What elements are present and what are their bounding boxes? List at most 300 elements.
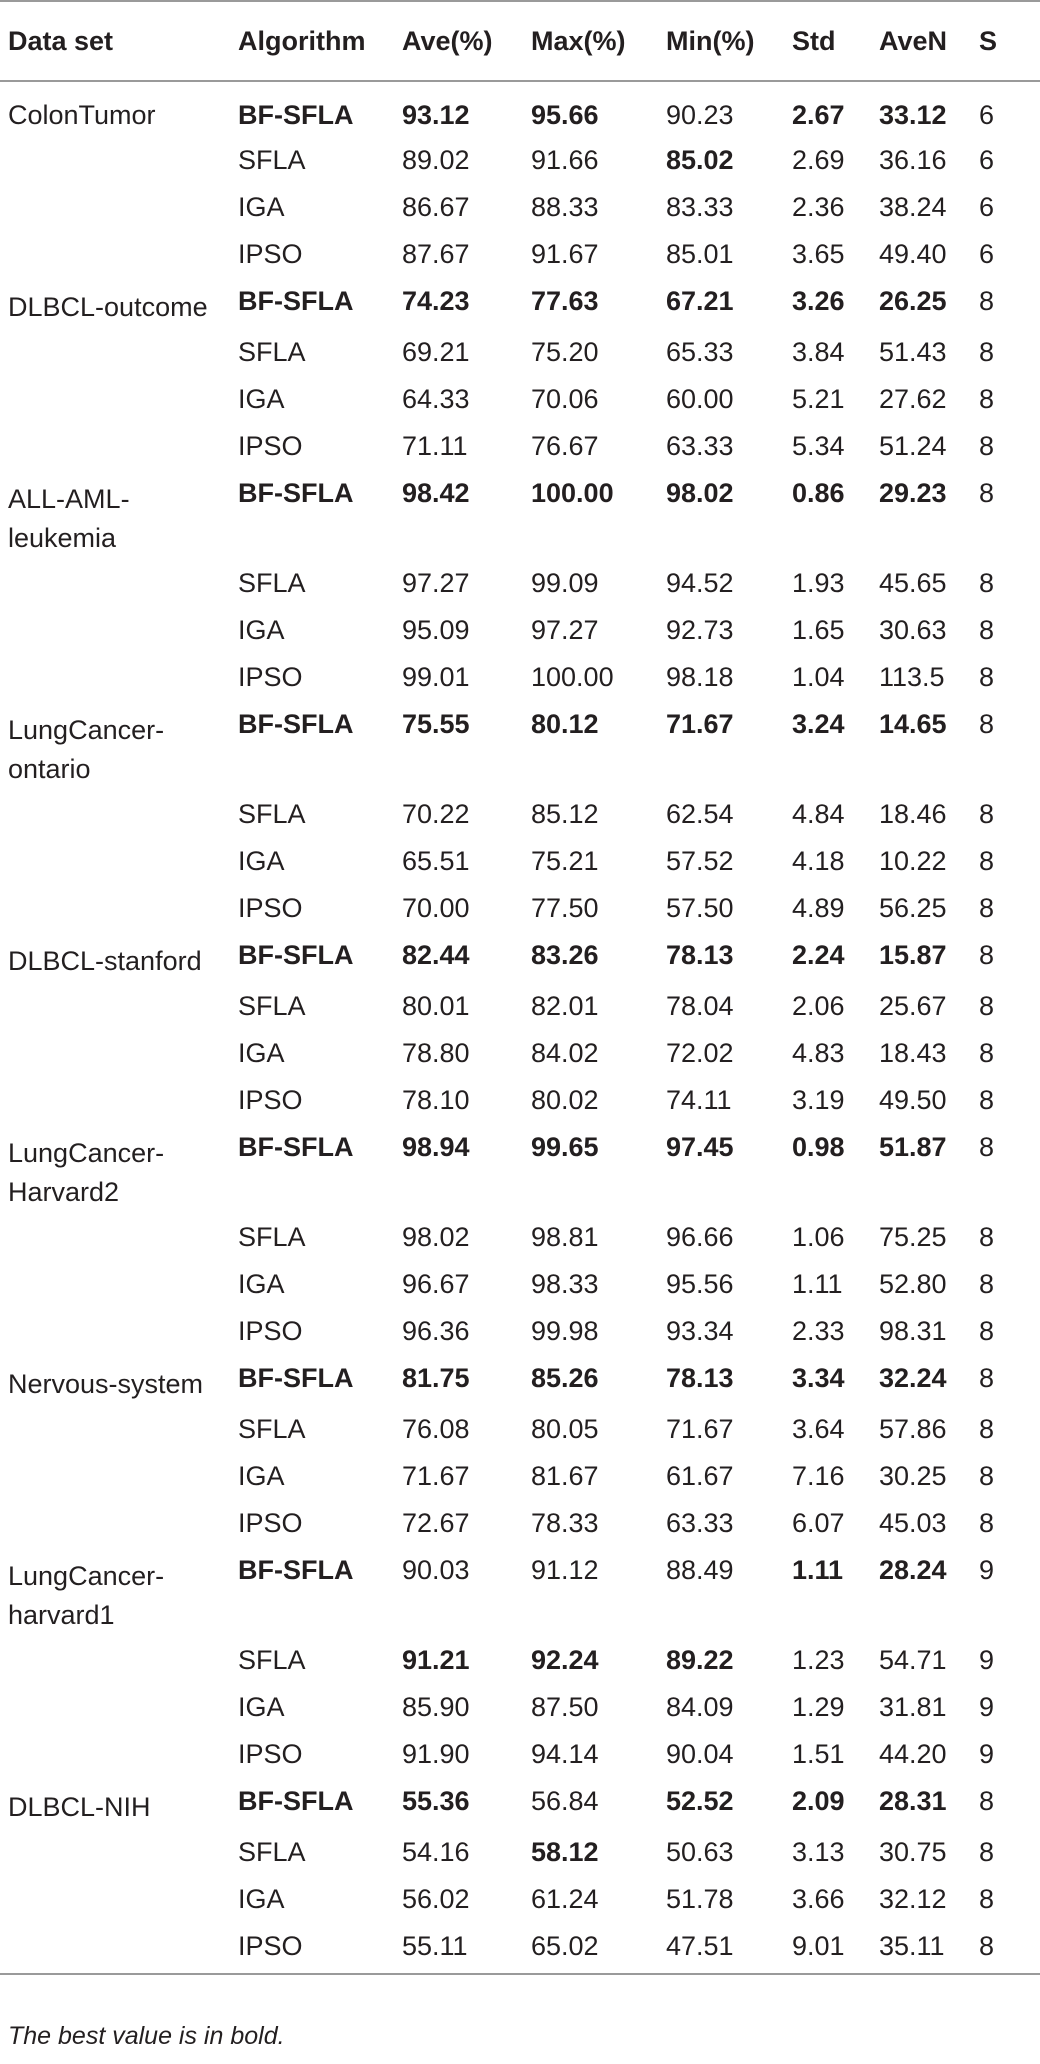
dataset-cell-empty <box>0 1457 230 1504</box>
aven-cell: 54.71 <box>879 1645 947 1675</box>
std-cell: 3.64 <box>792 1414 845 1444</box>
s-cell: 8 <box>979 431 995 461</box>
dataset-cell-empty <box>0 1641 230 1688</box>
std-cell: 1.11 <box>792 1269 843 1299</box>
table-row <box>0 81 1040 141</box>
min-cell: 57.52 <box>666 846 734 876</box>
dataset-cell: ColonTumor <box>8 100 156 130</box>
aven-cell: 27.62 <box>879 384 947 414</box>
min-cell: 52.52 <box>666 1786 734 1816</box>
dataset-cell: ALL-AML-leukemia <box>8 484 130 553</box>
algorithm-cell: SFLA <box>238 1222 306 1252</box>
header-min: Min(%) <box>666 25 755 56</box>
s-cell: 8 <box>979 1363 995 1393</box>
algorithm-cell: SFLA <box>238 991 306 1021</box>
table-body <box>0 81 1040 1974</box>
algorithm-cell: IGA <box>238 192 285 222</box>
min-cell: 71.67 <box>666 1414 734 1444</box>
dataset-cell-empty <box>0 564 230 611</box>
ave-cell: 65.51 <box>402 846 470 876</box>
ave-cell: 74.23 <box>402 286 470 316</box>
algorithm-cell: SFLA <box>238 1837 306 1867</box>
dataset-cell-empty <box>0 1504 230 1551</box>
s-cell: 9 <box>979 1739 995 1769</box>
table-row <box>0 1551 1040 1641</box>
aven-cell: 25.67 <box>879 991 947 1021</box>
aven-cell: 45.03 <box>879 1508 947 1538</box>
ave-cell: 87.67 <box>402 239 470 269</box>
aven-cell: 28.31 <box>879 1786 947 1816</box>
min-cell: 90.23 <box>666 100 734 130</box>
s-cell: 8 <box>979 1222 995 1252</box>
min-cell: 78.13 <box>666 1363 734 1393</box>
aven-cell: 15.87 <box>879 940 947 970</box>
table-row <box>0 235 1040 282</box>
max-cell: 80.12 <box>531 709 599 739</box>
algorithm-cell: IPSO <box>238 1316 303 1346</box>
std-cell: 1.04 <box>792 662 845 692</box>
table-row <box>0 1457 1040 1504</box>
aven-cell: 45.65 <box>879 568 947 598</box>
dataset-cell-empty <box>0 1312 230 1359</box>
algorithm-cell: BF-SFLA <box>238 940 354 970</box>
header-std: Std <box>792 25 836 56</box>
min-cell: 90.04 <box>666 1739 734 1769</box>
ave-cell: 95.09 <box>402 615 470 645</box>
std-cell: 4.89 <box>792 893 845 923</box>
max-cell: 80.05 <box>531 1414 599 1444</box>
dataset-cell-empty <box>0 1081 230 1128</box>
min-cell: 78.04 <box>666 991 734 1021</box>
aven-cell: 32.24 <box>879 1363 947 1393</box>
min-cell: 98.18 <box>666 662 734 692</box>
std-cell: 3.19 <box>792 1085 845 1115</box>
min-cell: 57.50 <box>666 893 734 923</box>
min-cell: 51.78 <box>666 1884 734 1914</box>
table-row <box>0 842 1040 889</box>
std-cell: 2.24 <box>792 940 845 970</box>
ave-cell: 54.16 <box>402 1837 470 1867</box>
s-cell: 6 <box>979 145 995 175</box>
ave-cell: 91.21 <box>402 1645 470 1675</box>
algorithm-cell: IGA <box>238 1692 285 1722</box>
aven-cell: 30.25 <box>879 1461 947 1491</box>
aven-cell: 51.87 <box>879 1132 947 1162</box>
aven-cell: 36.16 <box>879 145 947 175</box>
min-cell: 84.09 <box>666 1692 734 1722</box>
aven-cell: 10.22 <box>879 846 947 876</box>
ave-cell: 96.36 <box>402 1316 470 1346</box>
table-row <box>0 1927 1040 1974</box>
dataset-cell-empty <box>0 1034 230 1081</box>
s-cell: 8 <box>979 1269 995 1299</box>
std-cell: 1.65 <box>792 615 845 645</box>
ave-cell: 91.90 <box>402 1739 470 1769</box>
algorithm-cell: BF-SFLA <box>238 1132 354 1162</box>
s-cell: 8 <box>979 568 995 598</box>
dataset-cell-empty <box>0 1927 230 1974</box>
std-cell: 1.51 <box>792 1739 845 1769</box>
algorithm-cell: SFLA <box>238 1414 306 1444</box>
table-row <box>0 1735 1040 1782</box>
ave-cell: 78.80 <box>402 1038 470 1068</box>
table-row <box>0 1034 1040 1081</box>
max-cell: 99.65 <box>531 1132 599 1162</box>
max-cell: 83.26 <box>531 940 599 970</box>
min-cell: 85.02 <box>666 145 734 175</box>
dataset-cell: Nervous-system <box>8 1369 204 1399</box>
ave-cell: 90.03 <box>402 1555 470 1585</box>
table-row <box>0 705 1040 795</box>
dataset-cell-empty <box>0 427 230 474</box>
algorithm-cell: IGA <box>238 1038 285 1068</box>
max-cell: 85.26 <box>531 1363 599 1393</box>
s-cell: 8 <box>979 846 995 876</box>
aven-cell: 18.46 <box>879 799 947 829</box>
table-row <box>0 1782 1040 1833</box>
ave-cell: 96.67 <box>402 1269 470 1299</box>
std-cell: 4.18 <box>792 846 845 876</box>
aven-cell: 56.25 <box>879 893 947 923</box>
max-cell: 77.50 <box>531 893 599 923</box>
table-row <box>0 1504 1040 1551</box>
dataset-cell-empty <box>0 889 230 936</box>
max-cell: 65.02 <box>531 1931 599 1961</box>
algorithm-cell: BF-SFLA <box>238 709 354 739</box>
aven-cell: 29.23 <box>879 478 947 508</box>
ave-cell: 72.67 <box>402 1508 470 1538</box>
table-row <box>0 380 1040 427</box>
algorithm-cell: IGA <box>238 615 285 645</box>
s-cell: 8 <box>979 1085 995 1115</box>
max-cell: 91.67 <box>531 239 599 269</box>
aven-cell: 18.43 <box>879 1038 947 1068</box>
max-cell: 98.33 <box>531 1269 599 1299</box>
min-cell: 88.49 <box>666 1555 734 1585</box>
table-row <box>0 611 1040 658</box>
algorithm-cell: IPSO <box>238 1508 303 1538</box>
ave-cell: 76.08 <box>402 1414 470 1444</box>
ave-cell: 80.01 <box>402 991 470 1021</box>
min-cell: 95.56 <box>666 1269 734 1299</box>
max-cell: 56.84 <box>531 1786 599 1816</box>
min-cell: 97.45 <box>666 1132 734 1162</box>
ave-cell: 78.10 <box>402 1085 470 1115</box>
std-cell: 1.29 <box>792 1692 845 1722</box>
max-cell: 84.02 <box>531 1038 599 1068</box>
s-cell: 8 <box>979 1931 995 1961</box>
dataset-cell-empty <box>0 1833 230 1880</box>
header-data-set: Data set <box>8 25 114 56</box>
min-cell: 65.33 <box>666 337 734 367</box>
s-cell: 8 <box>979 709 995 739</box>
max-cell: 75.20 <box>531 337 599 367</box>
std-cell: 2.33 <box>792 1316 845 1346</box>
header-max: Max(%) <box>531 25 626 56</box>
table-row <box>0 658 1040 705</box>
table-row <box>0 1688 1040 1735</box>
max-cell: 91.66 <box>531 145 599 175</box>
std-cell: 3.66 <box>792 1884 845 1914</box>
s-cell: 8 <box>979 1837 995 1867</box>
std-cell: 2.69 <box>792 145 845 175</box>
min-cell: 94.52 <box>666 568 734 598</box>
std-cell: 3.13 <box>792 1837 845 1867</box>
s-cell: 8 <box>979 893 995 923</box>
header-row <box>0 1 1040 81</box>
ave-cell: 89.02 <box>402 145 470 175</box>
min-cell: 98.02 <box>666 478 734 508</box>
aven-cell: 28.24 <box>879 1555 947 1585</box>
s-cell: 8 <box>979 940 995 970</box>
aven-cell: 31.81 <box>879 1692 947 1722</box>
s-cell: 8 <box>979 799 995 829</box>
aven-cell: 75.25 <box>879 1222 947 1252</box>
max-cell: 95.66 <box>531 100 599 130</box>
aven-cell: 32.12 <box>879 1884 947 1914</box>
std-cell: 1.93 <box>792 568 845 598</box>
s-cell: 8 <box>979 615 995 645</box>
dataset-cell-empty <box>0 611 230 658</box>
dataset-cell-empty <box>0 380 230 427</box>
std-cell: 4.84 <box>792 799 845 829</box>
std-cell: 3.26 <box>792 286 845 316</box>
header-aven: AveN <box>879 25 948 56</box>
max-cell: 94.14 <box>531 1739 599 1769</box>
s-cell: 8 <box>979 1038 995 1068</box>
dataset-cell: DLBCL-stanford <box>8 946 202 976</box>
table-row <box>0 1265 1040 1312</box>
max-cell: 99.09 <box>531 568 599 598</box>
aven-cell: 26.25 <box>879 286 947 316</box>
max-cell: 88.33 <box>531 192 599 222</box>
ave-cell: 75.55 <box>402 709 470 739</box>
s-cell: 8 <box>979 1884 995 1914</box>
ave-cell: 81.75 <box>402 1363 470 1393</box>
aven-cell: 51.24 <box>879 431 947 461</box>
std-cell: 9.01 <box>792 1931 845 1961</box>
std-cell: 4.83 <box>792 1038 845 1068</box>
s-cell: 8 <box>979 286 995 316</box>
s-cell: 8 <box>979 478 995 508</box>
max-cell: 97.27 <box>531 615 599 645</box>
aven-cell: 113.5 <box>879 662 945 692</box>
dataset-cell-empty <box>0 188 230 235</box>
table-row <box>0 282 1040 333</box>
min-cell: 78.13 <box>666 940 734 970</box>
table-row <box>0 188 1040 235</box>
table-footnote: The best value is in bold. <box>8 2022 285 2050</box>
ave-cell: 55.11 <box>402 1931 468 1961</box>
min-cell: 92.73 <box>666 615 734 645</box>
min-cell: 61.67 <box>666 1461 734 1491</box>
aven-cell: 33.12 <box>879 100 947 130</box>
header-ave: Ave(%) <box>402 25 493 56</box>
ave-cell: 85.90 <box>402 1692 470 1722</box>
max-cell: 61.24 <box>531 1884 599 1914</box>
dataset-cell-empty <box>0 1410 230 1457</box>
std-cell: 7.16 <box>792 1461 845 1491</box>
min-cell: 50.63 <box>666 1837 734 1867</box>
max-cell: 85.12 <box>531 799 599 829</box>
algorithm-cell: IPSO <box>238 1931 303 1961</box>
max-cell: 100.00 <box>531 478 614 508</box>
ave-cell: 56.02 <box>402 1884 470 1914</box>
s-cell: 8 <box>979 1414 995 1444</box>
ave-cell: 98.02 <box>402 1222 470 1252</box>
std-cell: 5.21 <box>792 384 845 414</box>
std-cell: 2.09 <box>792 1786 845 1816</box>
s-cell: 9 <box>979 1692 995 1722</box>
header-algorithm: Algorithm <box>238 25 366 56</box>
max-cell: 100.00 <box>531 662 614 692</box>
table-row <box>0 141 1040 188</box>
std-cell: 3.65 <box>792 239 845 269</box>
std-cell: 1.11 <box>792 1555 844 1585</box>
table-header <box>0 1 1040 81</box>
max-cell: 87.50 <box>531 1692 599 1722</box>
algorithm-cell: IGA <box>238 1461 285 1491</box>
max-cell: 81.67 <box>531 1461 599 1491</box>
s-cell: 8 <box>979 1132 995 1162</box>
ave-cell: 70.22 <box>402 799 470 829</box>
std-cell: 6.07 <box>792 1508 845 1538</box>
ave-cell: 98.42 <box>402 478 470 508</box>
algorithm-cell: IPSO <box>238 431 303 461</box>
dataset-cell-empty <box>0 1688 230 1735</box>
min-cell: 74.11 <box>666 1085 732 1115</box>
ave-cell: 97.27 <box>402 568 470 598</box>
std-cell: 2.36 <box>792 192 845 222</box>
min-cell: 96.66 <box>666 1222 734 1252</box>
algorithm-cell: BF-SFLA <box>238 1786 354 1816</box>
aven-cell: 51.43 <box>879 337 947 367</box>
min-cell: 85.01 <box>666 239 734 269</box>
min-cell: 63.33 <box>666 431 734 461</box>
ave-cell: 55.36 <box>402 1786 470 1816</box>
ave-cell: 86.67 <box>402 192 470 222</box>
ave-cell: 99.01 <box>402 662 470 692</box>
dataset-cell-empty <box>0 141 230 188</box>
dataset-cell-empty <box>0 658 230 705</box>
dataset-cell-empty <box>0 1265 230 1312</box>
aven-cell: 49.50 <box>879 1085 947 1115</box>
max-cell: 80.02 <box>531 1085 599 1115</box>
aven-cell: 30.75 <box>879 1837 947 1867</box>
table-row <box>0 1128 1040 1218</box>
table-row <box>0 795 1040 842</box>
algorithm-cell: IPSO <box>238 893 303 923</box>
ave-cell: 71.67 <box>402 1461 470 1491</box>
ave-cell: 93.12 <box>402 100 470 130</box>
s-cell: 6 <box>979 192 995 222</box>
std-cell: 3.24 <box>792 709 845 739</box>
aven-cell: 44.20 <box>879 1739 947 1769</box>
table-row <box>0 427 1040 474</box>
table-row <box>0 1880 1040 1927</box>
max-cell: 92.24 <box>531 1645 599 1675</box>
ave-cell: 64.33 <box>402 384 470 414</box>
table-row <box>0 1081 1040 1128</box>
std-cell: 3.84 <box>792 337 845 367</box>
aven-cell: 35.11 <box>879 1931 945 1961</box>
aven-cell: 98.31 <box>879 1316 947 1346</box>
algorithm-cell: IPSO <box>238 1739 303 1769</box>
table-row <box>0 1833 1040 1880</box>
std-cell: 5.34 <box>792 431 845 461</box>
dataset-cell: LungCancer-Harvard2 <box>8 1138 165 1207</box>
s-cell: 8 <box>979 1786 995 1816</box>
ave-cell: 82.44 <box>402 940 470 970</box>
algorithm-cell: IGA <box>238 1884 285 1914</box>
dataset-cell: DLBCL-outcome <box>8 292 208 322</box>
dataset-cell: LungCancer-ontario <box>8 715 165 784</box>
dataset-cell-empty <box>0 333 230 380</box>
algorithm-cell: SFLA <box>238 799 306 829</box>
dataset-cell-empty <box>0 795 230 842</box>
std-cell: 1.23 <box>792 1645 845 1675</box>
table-row <box>0 889 1040 936</box>
min-cell: 60.00 <box>666 384 734 414</box>
algorithm-cell: BF-SFLA <box>238 100 354 130</box>
s-cell: 8 <box>979 384 995 414</box>
algorithm-cell: SFLA <box>238 568 306 598</box>
min-cell: 72.02 <box>666 1038 734 1068</box>
dataset-cell-empty <box>0 842 230 889</box>
table-row <box>0 1312 1040 1359</box>
std-cell: 2.06 <box>792 991 845 1021</box>
aven-cell: 57.86 <box>879 1414 947 1444</box>
algorithm-cell: IGA <box>238 1269 285 1299</box>
algorithm-cell: IPSO <box>238 1085 303 1115</box>
dataset-cell-empty <box>0 1735 230 1782</box>
aven-cell: 49.40 <box>879 239 947 269</box>
max-cell: 99.98 <box>531 1316 599 1346</box>
max-cell: 70.06 <box>531 384 599 414</box>
std-cell: 0.86 <box>792 478 845 508</box>
algorithm-cell: IGA <box>238 846 285 876</box>
std-cell: 1.06 <box>792 1222 845 1252</box>
algorithm-cell: BF-SFLA <box>238 1555 354 1585</box>
table-row <box>0 333 1040 380</box>
algorithm-cell: IPSO <box>238 662 303 692</box>
min-cell: 83.33 <box>666 192 734 222</box>
max-cell: 77.63 <box>531 286 599 316</box>
max-cell: 75.21 <box>531 846 599 876</box>
min-cell: 89.22 <box>666 1645 734 1675</box>
s-cell: 6 <box>979 100 995 130</box>
s-cell: 9 <box>979 1645 995 1675</box>
s-cell: 8 <box>979 1316 995 1346</box>
max-cell: 58.12 <box>531 1837 599 1867</box>
std-cell: 3.34 <box>792 1363 845 1393</box>
aven-cell: 30.63 <box>879 615 947 645</box>
algorithm-cell: IPSO <box>238 239 303 269</box>
table-row <box>0 474 1040 564</box>
table-row <box>0 987 1040 1034</box>
s-cell: 8 <box>979 991 995 1021</box>
algorithm-cell: SFLA <box>238 1645 306 1675</box>
table-row <box>0 1359 1040 1410</box>
min-cell: 71.67 <box>666 709 734 739</box>
aven-cell: 52.80 <box>879 1269 947 1299</box>
algorithm-cell: BF-SFLA <box>238 286 354 316</box>
ave-cell: 70.00 <box>402 893 470 923</box>
ave-cell: 71.11 <box>402 431 468 461</box>
min-cell: 93.34 <box>666 1316 734 1346</box>
std-cell: 0.98 <box>792 1132 845 1162</box>
max-cell: 82.01 <box>531 991 599 1021</box>
